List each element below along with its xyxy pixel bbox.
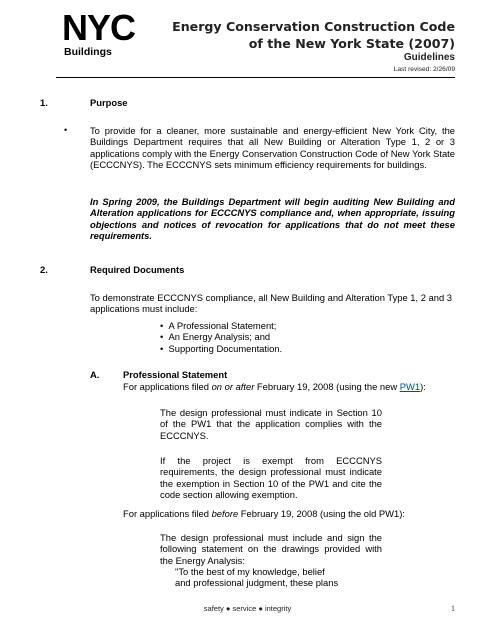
logo-nyc-text: NYC [62, 7, 136, 48]
section-2-heading: Required Documents [90, 264, 185, 275]
required-intro: To demonstrate ECCCNYS compliance, all New Building and Alteration Type 1, 2 and 3 applications must include: [90, 292, 453, 315]
list-item: • A Professional Statement; [160, 320, 277, 331]
subsection-a-heading: Professional Statement [123, 369, 228, 380]
required-list [160, 320, 282, 354]
purpose-paragraph: To provide for a cleaner, more sustainable and energy-efficient New York City, the Buildings Department requires that all New Building or Alteration Type 1, 2 or 3 applications comply with the Energy Conservation Construction Code of New York State (ECCCNYS). The ECCCNYS sets minimum efficiency requirements for buildings. [90, 125, 455, 171]
bullet-icon: • [160, 320, 169, 331]
pw1-link[interactable]: PW1 [399, 381, 421, 392]
nyc-buildings-logo [62, 7, 158, 60]
title-line-1: Energy Conservation Construction Code [172, 19, 455, 34]
quoted-statement: "To the best of my knowledge, belief and professional judgment, these plans [175, 566, 339, 589]
section-1-number: 1. [40, 97, 48, 108]
bullet-icon: • [160, 331, 169, 343]
header-divider [56, 77, 455, 78]
logo-buildings-text: Buildings [64, 46, 112, 58]
bullet-icon: • [160, 342, 169, 354]
statement-paragraph: The design professional must include and sign the following statement on the drawings provided with the Energy Analysis: [160, 532, 382, 566]
on-or-after-line: For applications filed on or after February 19, 2008 (using the new PW1): [123, 381, 426, 392]
title-line-2: of the New York State (2007) [248, 36, 455, 51]
last-revised: Last revised: 2/26/09 [393, 66, 455, 73]
page-number: 1 [451, 604, 455, 613]
list-item: • An Energy Analysis; and [160, 331, 271, 343]
audit-notice: In Spring 2009, the Buildings Department will begin auditing New Building and Alteration applications for ECCCNYS compliance and, when appropriate, issuing objections and notices of revocation for applications that do not meet these requirements. [90, 196, 455, 242]
subsection-a-letter: A. [90, 369, 100, 380]
pw1-compliance-paragraph: The design professional must indicate in Section 10 of the PW1 that the application complies with the ECCCNYS. [160, 407, 382, 441]
document-subtitle: Guidelines [403, 52, 455, 63]
list-item: • Supporting Documentation. [160, 342, 283, 354]
section-2-number: 2. [40, 264, 48, 275]
document-title [172, 18, 455, 52]
footer-motto: safety ● service ● integrity [203, 604, 292, 613]
exemption-paragraph: If the project is exempt from ECCCNYS requirements, the design professional must indicate the exemption in Section 10 of the PW1 and cite the code section allowing exemption. [160, 455, 382, 501]
section-1-heading: Purpose [90, 97, 128, 108]
bullet-icon: • [64, 125, 68, 135]
before-line: For applications filed before February 19, 2008 (using the old PW1): [123, 508, 405, 519]
